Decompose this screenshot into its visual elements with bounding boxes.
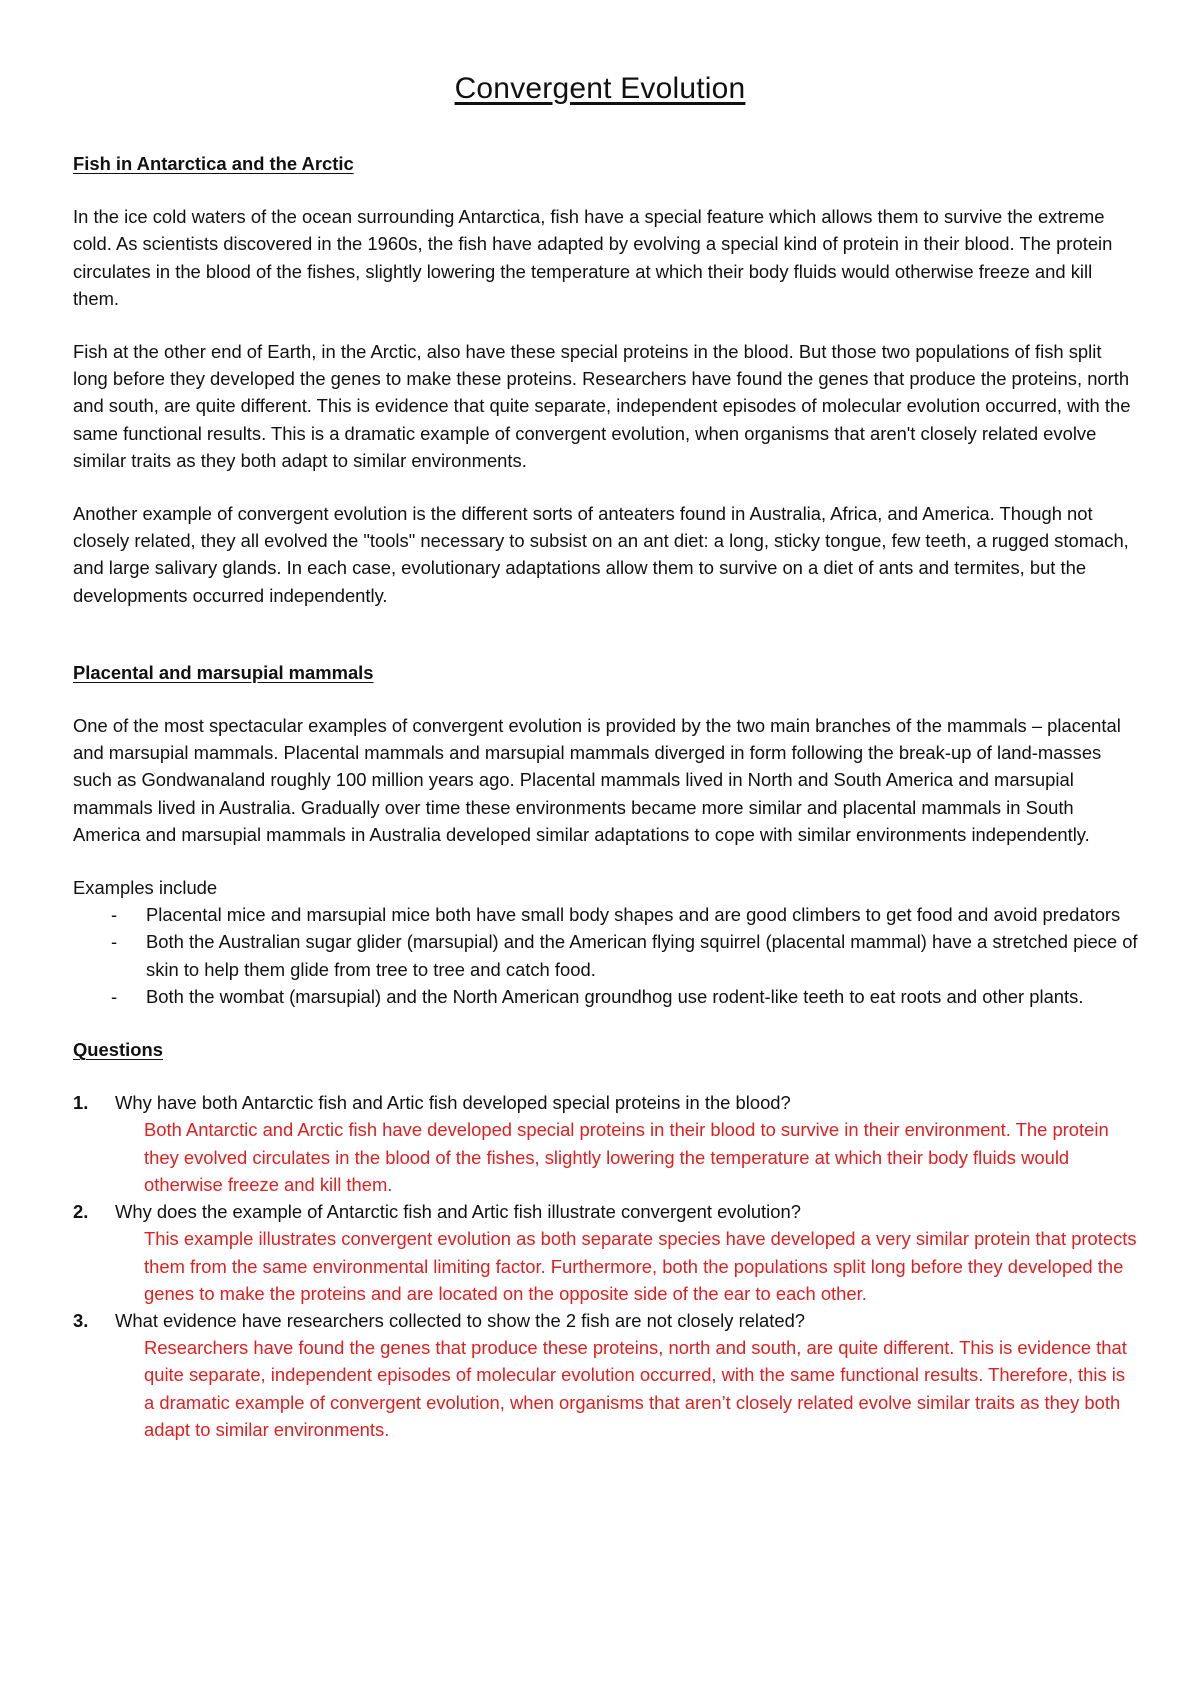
question-text: What evidence have researchers collected to show the 2 fish are not closely related? xyxy=(115,1309,806,1331)
paragraph-mammals: One of the most spectacular examples of convergent evolution is provided by the two main branches of the mammals – placental and marsupial mammals. Placental mammals and marsupial mammals diverged in form following the break-up of land-masses such as Gondwanaland roughly 100 million years ago. Placental mammals lived in North and South America and marsupial mammals lived in Australia. Gradually over time these environments became more similar and placental mammals in South America and marsupial mammals in Australia developed similar adaptations to cope with similar environments independently. xyxy=(73,715,1121,845)
list-item xyxy=(73,983,1139,1010)
paragraph-anteaters: Another example of convergent evolution is the different sorts of anteaters found in Australia, Africa, and America. Though not closely related, they all evolved the "tools" necessary to subsist on an ant diet: a long, sticky tongue, few teeth, a rugged stomach, and large salivary glands. In each case, evolutionary adaptations allow them to survive on a diet of ants and termites, but the developments occurred independently. xyxy=(73,503,1129,606)
document-title: Convergent Evolution xyxy=(454,72,746,105)
example-text: Placental mice and marsupial mice both have small body shapes and are good climbers to get food and avoid predators xyxy=(146,904,1121,926)
answer-text: Researchers have found the genes that produce these proteins, north and south, are quite different. This is evidence that quite separate, independent episodes of molecular evolution occurred, with the same functional results. Therefore, this is a dramatic example of convergent evolution, when organisms that aren’t closely related evolve similar traits as they both adapt to similar environments. xyxy=(144,1337,1127,1440)
document-body xyxy=(73,150,1139,1443)
questions-list xyxy=(73,1089,1139,1443)
answer-text: This example illustrates convergent evolution as both separate species have developed a very similar protein that protects them from the same environmental limiting factor. Furthermore, both the populations split long before they developed the genes to make the proteins and are located on the opposite side of the ear to each other. xyxy=(144,1228,1137,1304)
dash-bullet: - xyxy=(111,931,118,953)
examples-list xyxy=(73,901,1139,1010)
question-text: Why does the example of Antarctic fish and Artic fish illustrate convergent evolution? xyxy=(115,1201,801,1223)
section-heading-fish: Fish in Antarctica and the Arctic xyxy=(73,153,354,174)
dash-bullet: - xyxy=(111,985,118,1007)
section-heading-mammals: Placental and marsupial mammals xyxy=(73,661,374,683)
question-number: 3. xyxy=(73,1309,89,1331)
answer-text: Both Antarctic and Arctic fish have developed special proteins in their blood to survive in their environment. The protein they evolved circulates in the blood of the fishes, slightly lowering the temperature at which their body fluids would otherwise freeze and kill them. xyxy=(144,1119,1109,1195)
list-item xyxy=(73,901,1139,928)
paragraph-fish-arctic: Fish at the other end of Earth, in the Arctic, also have these special proteins in the blood. But those two populations of fish split long before they developed the genes to make these proteins. Researchers have found the genes that produce the proteins, north and south, are quite different. This is evidence that quite separate, independent episodes of molecular evolution occurred, with the same functional results. This is a dramatic example of convergent evolution, when organisms that aren't closely related evolve similar traits as they both adapt to similar environments. xyxy=(73,341,1131,471)
dash-bullet: - xyxy=(111,904,118,926)
example-text: Both the Australian sugar glider (marsupial) and the American flying squirrel (placental mammal) have a stretched piece of skin to help them glide from tree to tree and catch food. xyxy=(146,931,1138,980)
paragraph-fish-antarctica: In the ice cold waters of the ocean surrounding Antarctica, fish have a special feature which allows them to survive the extreme cold. As scientists discovered in the 1960s, the fish have adapted by evolving a special kind of protein in their blood. The protein circulates in the blood of the fishes, slightly lowering the temperature at which their body fluids would otherwise freeze and kill them. xyxy=(73,206,1113,309)
question-number: 2. xyxy=(73,1201,89,1223)
question-text: Why have both Antarctic fish and Artic fish developed special proteins in the blood? xyxy=(115,1092,791,1114)
example-text: Both the wombat (marsupial) and the North American groundhog use rodent-like teeth to eat roots and other plants. xyxy=(146,985,1084,1007)
question-item xyxy=(73,1307,1139,1443)
question-item xyxy=(73,1198,1139,1307)
question-number: 1. xyxy=(73,1092,89,1114)
list-item xyxy=(73,928,1139,982)
section-heading-questions: Questions xyxy=(73,1039,163,1061)
question-item xyxy=(73,1089,1139,1198)
examples-intro: Examples include xyxy=(73,877,218,899)
